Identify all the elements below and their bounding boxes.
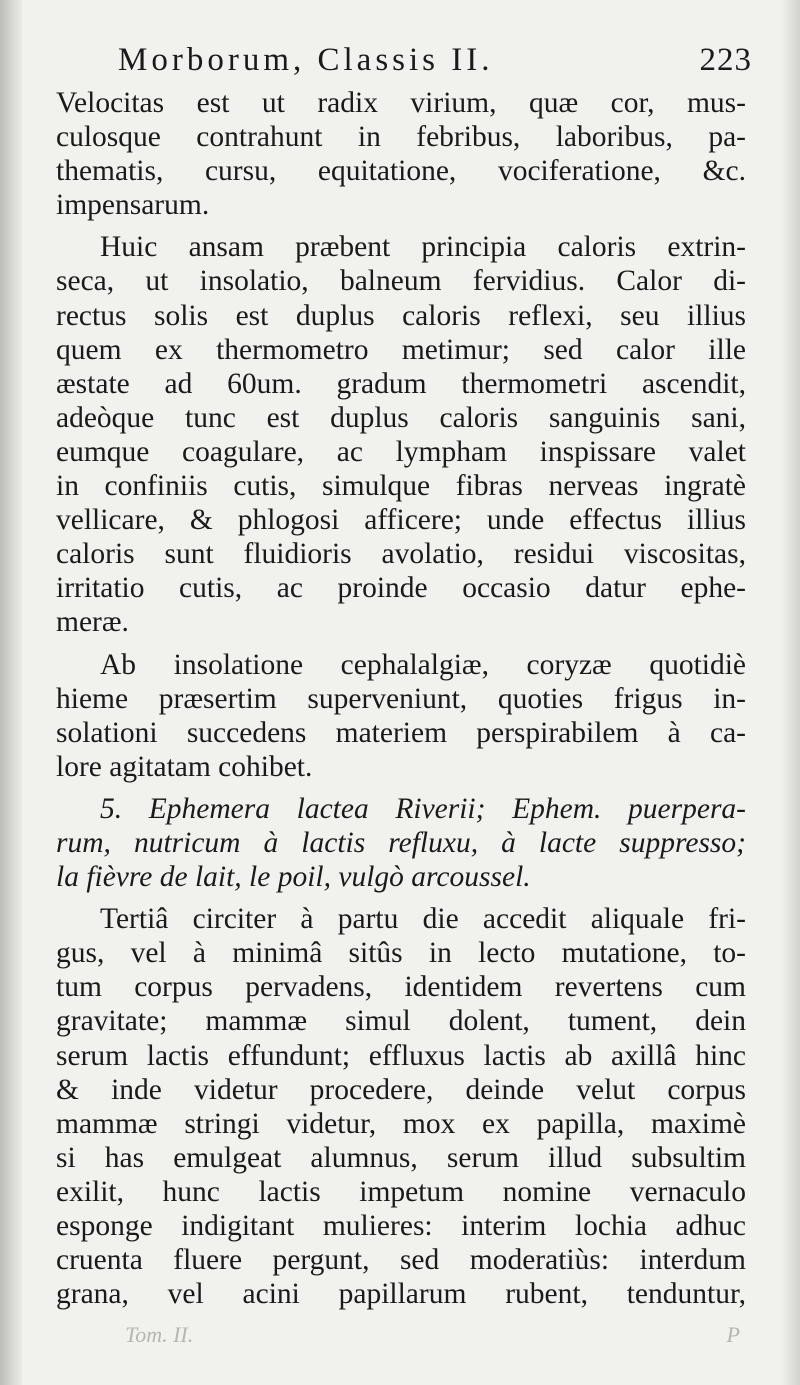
text-line: hieme præsertim superveniunt, quoties frigus in- <box>56 682 746 715</box>
text-body <box>56 86 746 1311</box>
text-line: gus, vel à minimâ sitûs in lecto mutatione, to- <box>56 937 746 970</box>
text-line: Tertiâ circiter à partu die accedit aliquale fri- <box>100 903 746 936</box>
text-line: quem ex thermometro metimur; sed calor ille <box>56 333 746 366</box>
text-line: caloris sunt fluidioris avolatio, residui viscositas, <box>56 538 746 571</box>
text-line: vellicare, & phlogosi afficere; unde effectus illius <box>56 504 746 537</box>
text-line: solationi succedens materiem perspirabilem à ca- <box>56 716 746 749</box>
page-number: 223 <box>699 42 752 78</box>
text-line: eumque coagulare, ac lympham inspissare valet <box>56 435 746 468</box>
text-line: rectus solis est duplus caloris reflexi, seu illius <box>56 299 746 332</box>
text-line: culosque contrahunt in febribus, laboribus, pa- <box>56 121 746 154</box>
text-line: cruenta fluere pergunt, sed moderatiùs: interdum <box>56 1244 746 1277</box>
text-line: gravitate; mammæ simul dolent, tument, dein <box>56 1005 746 1038</box>
text-line: in confiniis cutis, simulque fibras nerveas ingratè <box>56 470 746 503</box>
text-line: lore agitatam cohibet. <box>56 750 313 783</box>
text-line: & inde videtur procedere, deinde velut corpus <box>56 1073 746 1106</box>
section-heading-line: rum, nutricum à lactis refluxu, à lacte suppresso; <box>56 826 746 859</box>
text-line: æstate ad 60um. gradum thermometri ascendit, <box>56 367 746 400</box>
text-line: Huic ansam præbent principia caloris extrin- <box>100 231 746 264</box>
text-line: seca, ut insolatio, balneum fervidius. Calor di- <box>56 265 746 298</box>
text-line: adeòque tunc est duplus caloris sanguinis sani, <box>56 401 746 434</box>
text-line: si has emulgeat alumnus, serum illud subsultim <box>56 1141 746 1174</box>
text-line: meræ. <box>56 606 129 639</box>
signature-mark: Tom. II. <box>125 1322 194 1347</box>
text-line: Ab insolatione cephalalgiæ, coryzæ quotidiè <box>100 648 746 681</box>
text-line: thematis, cursu, equitatione, vociferatione, &c. <box>56 155 746 188</box>
page-footer <box>125 1322 740 1348</box>
text-line: exilit, hunc lactis impetum nomine vernaculo <box>56 1175 746 1208</box>
text-line: Velocitas est ut radix virium, quæ cor, mus- <box>56 87 746 119</box>
text-line: serum lactis effundunt; effluxus lactis ab axillâ hinc <box>56 1039 746 1072</box>
section-heading-line: 5. Ephemera lactea Riverii; Ephem. puerpera- <box>100 792 746 825</box>
text-line: irritatio cutis, ac proinde occasio datur ephe- <box>56 572 746 605</box>
text-line: grana, vel acini papillarum rubent, tenduntur, <box>56 1278 746 1311</box>
text-line: impensarum. <box>56 189 210 222</box>
catchword: P <box>726 1322 740 1347</box>
running-title: Morborum, Classis II. <box>118 42 494 78</box>
text-line: esponge indigitant mulieres: interim lochia adhuc <box>56 1210 746 1242</box>
text-line: mammæ stringi videtur, mox ex papilla, maximè <box>56 1107 746 1140</box>
text-line: tum corpus pervadens, identidem revertens cum <box>56 971 746 1004</box>
running-header <box>118 42 752 79</box>
section-heading-line: la fièvre de lait, le poil, vulgò arcoussel. <box>56 861 531 894</box>
